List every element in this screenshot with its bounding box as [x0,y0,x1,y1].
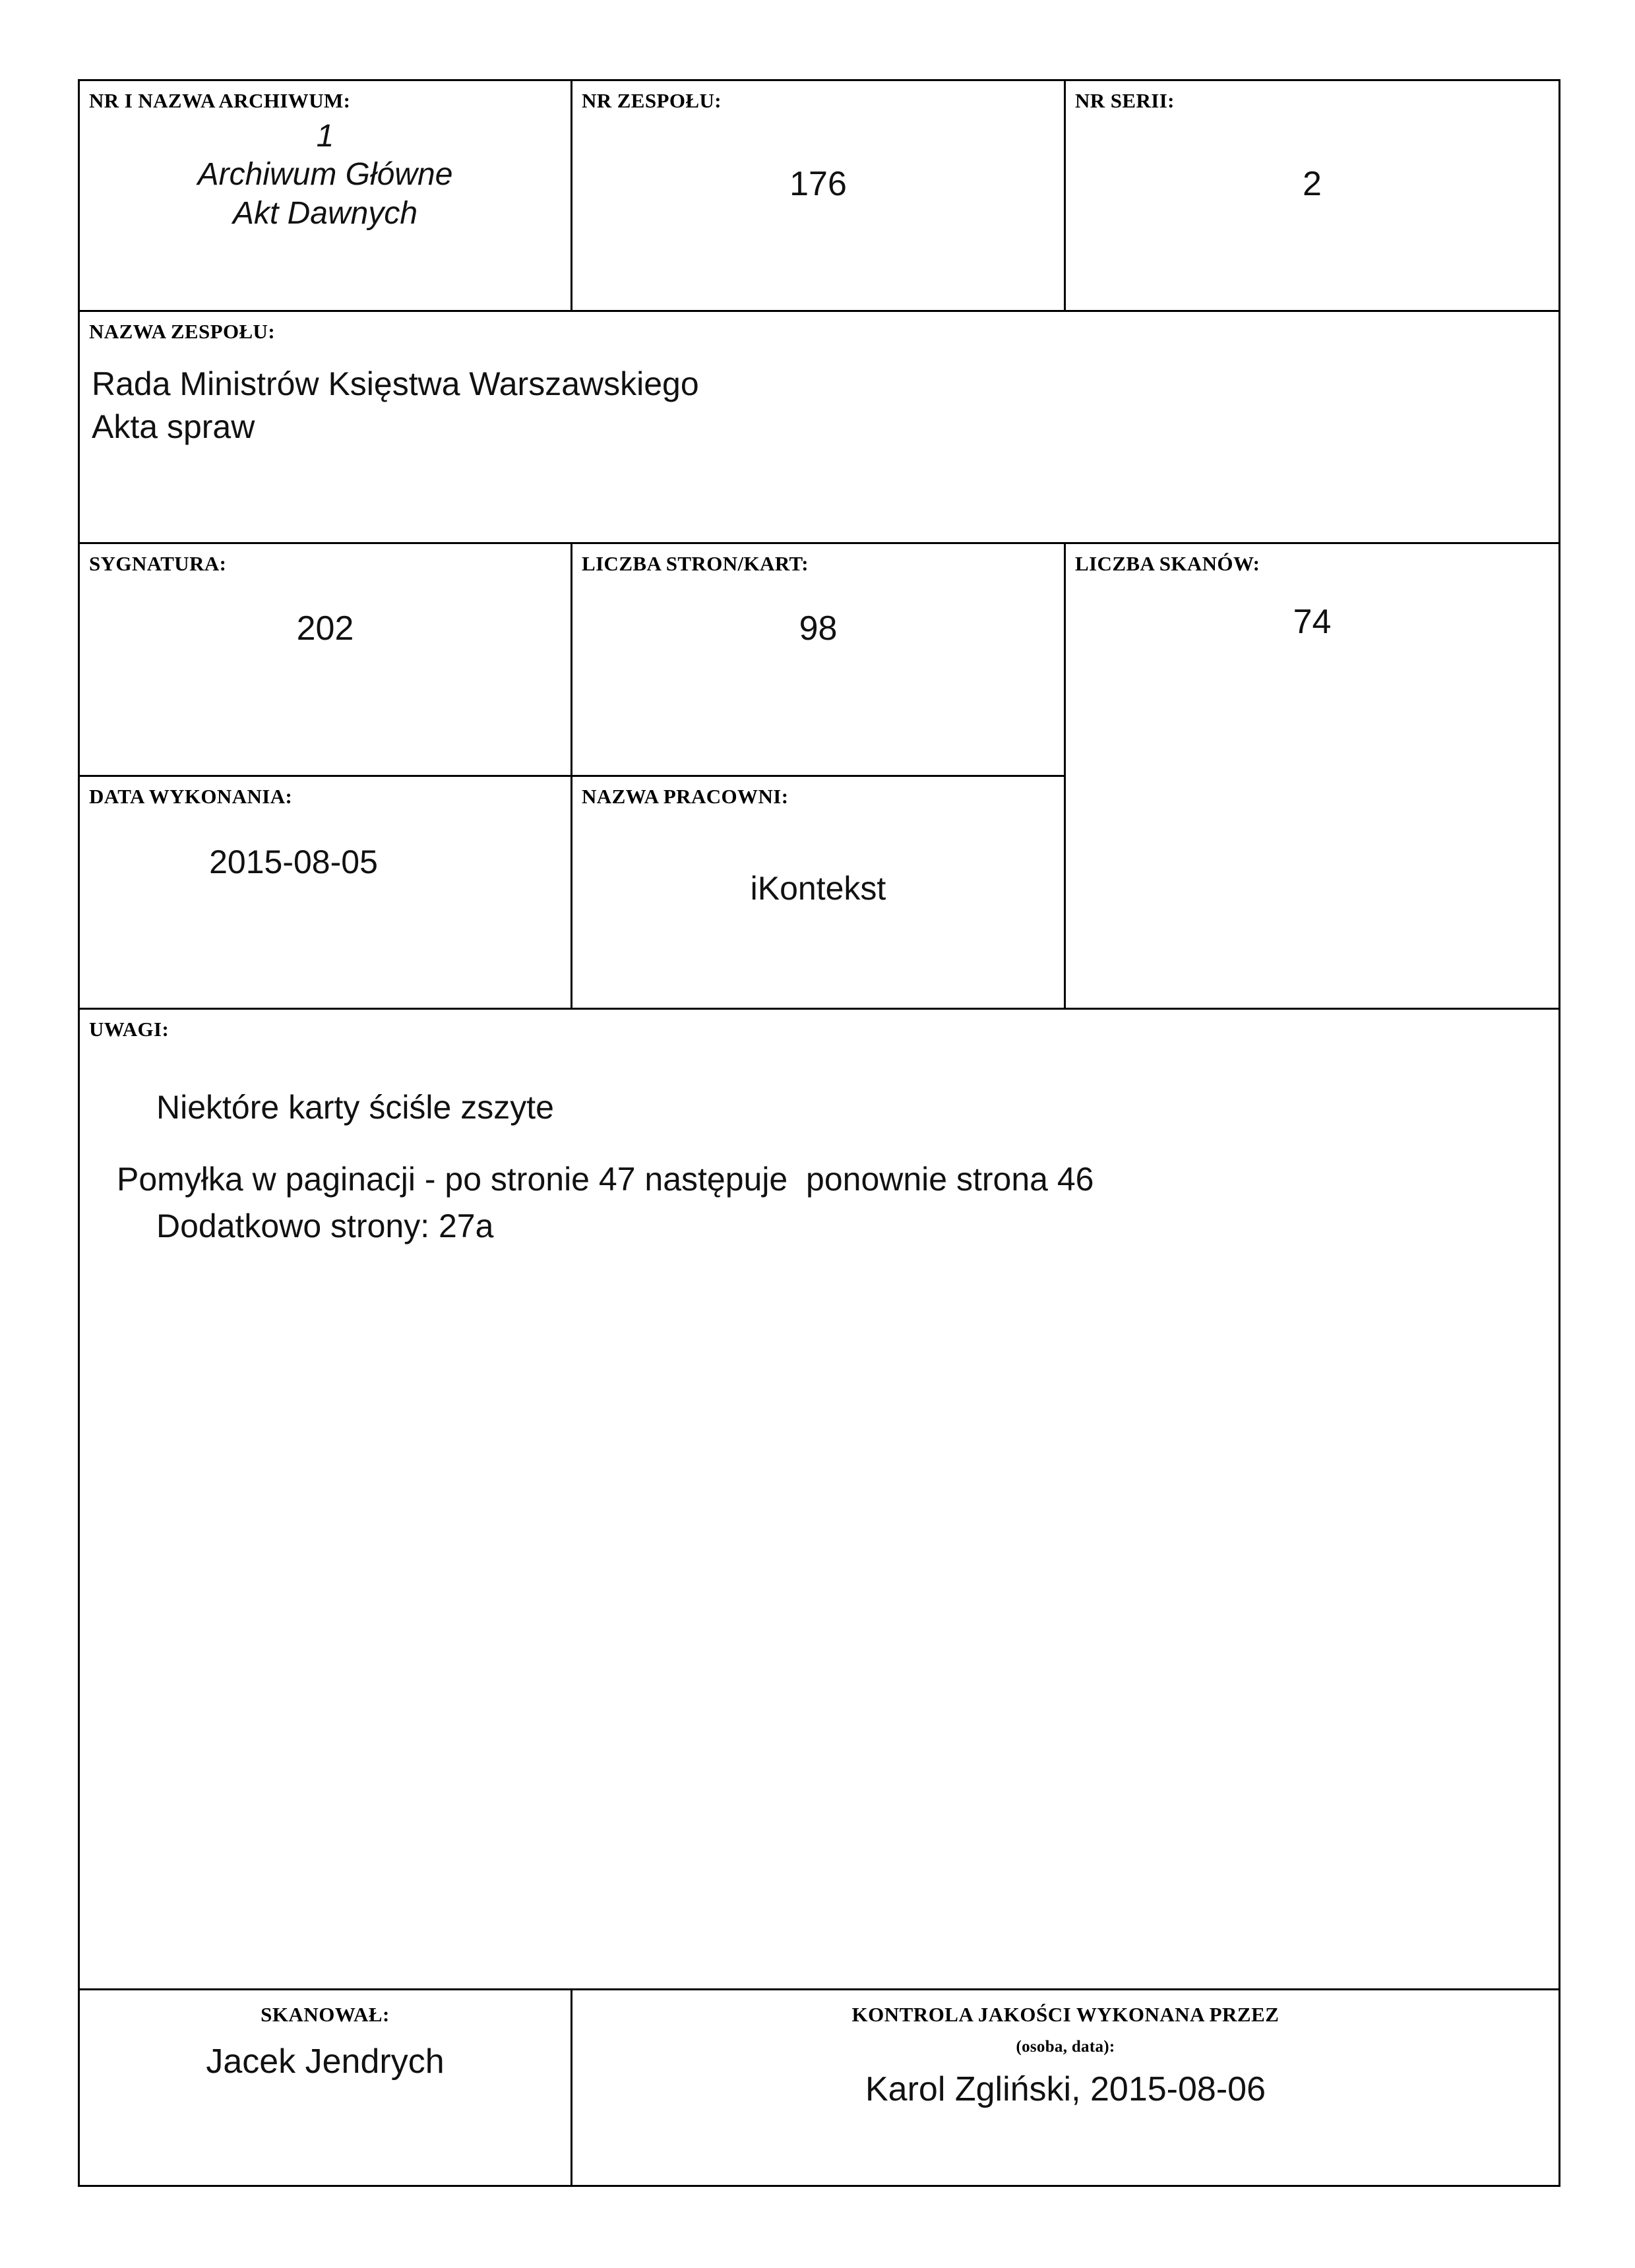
cell-scanned-by [79,1990,572,2186]
cell-series-number [1065,80,1560,311]
cell-remarks [79,1009,1560,1990]
label-series-number: NR SERII: [1075,89,1175,112]
label-execution-date: DATA WYKONANIA: [89,785,293,808]
table-row-remarks [79,1009,1560,1990]
label-quality-control: KONTROLA JAKOŚCI WYKONANA PRZEZ [851,2003,1280,2026]
archive-name-line2: Akt Dawnych [232,195,418,231]
remarks-body [80,1041,1558,1246]
label-scans-count: LICZBA SKANÓW: [1075,552,1260,575]
value-quality-control: Karol Zgliński, 2015-08-06 [865,2070,1266,2109]
remarks-line-1: Niektóre karty ściśle zszyte [156,1088,554,1126]
label-fonds-name: NAZWA ZESPOŁU: [89,320,276,343]
table-row-counts [79,543,1560,776]
cell-fonds-name [79,311,1560,543]
label-pages-count: LICZBA STRON/KART: [582,552,809,575]
value-pages-count: 98 [799,609,838,648]
remarks-line-3: Dodatkowo strony: 27a [156,1207,494,1244]
remarks-line-2: Pomyłka w paginacji - po stronie 47 następuje ponownie strona 46 [117,1160,1094,1198]
cell-archive [79,80,572,311]
label-scanned-by: SKANOWAŁ: [261,2003,390,2026]
table-row-fonds-name [79,311,1560,543]
archive-number: 1 [316,118,334,154]
value-fonds-name [80,343,1558,448]
value-fonds-number: 176 [789,164,847,203]
label-fonds-number: NR ZESPOŁU: [582,89,722,112]
cell-scans-count [1065,543,1560,1009]
fonds-name-line1: Rada Ministrów Księstwa Warszawskiego [92,365,699,402]
cell-pages-count [572,543,1065,776]
value-execution-date: 2015-08-05 [209,843,378,880]
cell-fonds-number [572,80,1065,311]
table-row-signatures [79,1990,1560,2186]
archival-metadata-table [78,79,1560,2187]
archive-name-line1: Archiwum Główne [197,157,453,193]
label-signature: SYGNATURA: [89,552,227,575]
sublabel-quality-control: (osoba, data): [1016,2038,1115,2056]
value-scanned-by: Jacek Jendrych [206,2042,445,2081]
value-studio-name: iKontekst [750,869,886,907]
value-scans-count: 74 [1293,602,1332,641]
label-archive: NR I NAZWA ARCHIWUM: [89,89,351,112]
cell-signature [79,543,572,776]
value-series-number: 2 [1303,164,1322,203]
table-row-archive [79,80,1560,311]
label-studio-name: NAZWA PRACOWNI: [582,785,789,808]
label-remarks: UWAGI: [89,1018,170,1041]
cell-quality-control [572,1990,1560,2186]
value-archive [80,112,571,233]
cell-studio-name [572,776,1065,1009]
value-signature: 202 [296,609,354,648]
fonds-name-line2: Akta spraw [92,408,255,445]
cell-execution-date [79,776,572,1009]
